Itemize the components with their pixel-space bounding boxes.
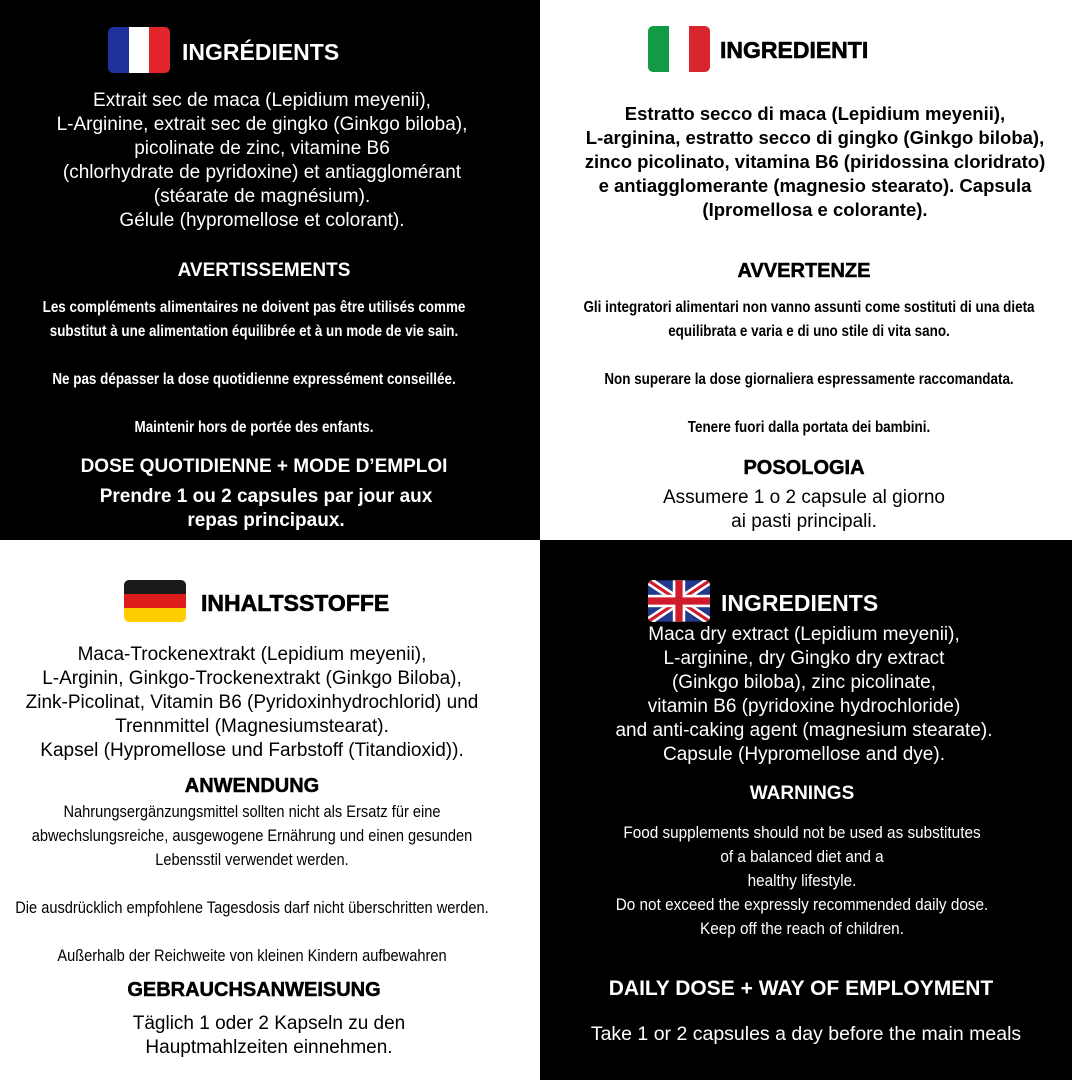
en-warnings: Food supplements should not be used as substitutes of a balanced diet and a healthy lifestyle. Do not exceed the expressly recommended daily dose. Keep off the reach of children.: [615, 823, 989, 938]
en-ingredients: Maca dry extract (Lepidium meyenii), L-arginine, dry Gingko dry extract (Ginkgo biloba), zinc picolinate, vitamin B6 (pyridoxine hydrochloride) and anti-caking agent (magnesium stearate). Capsule (Hypromellose and dye).: [615, 624, 993, 765]
flag-uk-icon: [648, 580, 710, 622]
it-dose-title: POSOLOGIA: [743, 457, 865, 479]
de-warnings: Nahrungsergänzungsmittel sollten nicht als Ersatz für eine abwechslungsreiche, ausgewogene Ernährung und einen gesunden Lebensstil verwendet werden. Die ausdrücklich empfohlene Tagesdosis darf nicht überschritten werden. Außerhalb der Reichweite von kleinen Kindern aufbewahren: [15, 802, 489, 965]
en-dose-title: DAILY DOSE + WAY OF EMPLOYMENT: [608, 977, 994, 1000]
fr-warnings: Les compléments alimentaires ne doivent pas être utilisés comme substitut à une alimentation équilibrée et à un mode de vie sain. Ne pas dépasser la dose quotidienne expressément conseillée. Maintenir hors de portée des enfants.: [42, 299, 466, 436]
de-title: INHALTSSTOFFE: [201, 590, 390, 616]
it-warnings: Gli integratori alimentari non vanno assunti come sostituti di una dieta equilibrata e varia e di uno stile di vita sano. Non superare la dose giornaliera espressamente raccomandata. Tenere fuori dalla portata dei bambini.: [583, 299, 1035, 436]
italian-panel: [540, 0, 1080, 540]
flag-france-icon: [108, 27, 170, 73]
french-panel: [0, 0, 540, 540]
flag-germany-icon: [124, 580, 186, 622]
it-ingredients: Estratto secco di maca (Lepidium meyenii), L-arginina, estratto secco di gingko (Ginkgo biloba), zinco picolinato, vitamina B6 (piridossina cloridrato) e antiagglomerante (magnesio stearato). Capsula (Ipromellosa e colorante).: [584, 103, 1046, 220]
de-ingredients: Maca-Trockenextrakt (Lepidium meyenii), L-Arginin, Ginkgo-Trockenextrakt (Ginkgo Biloba), Zink-Picolinat, Vitamin B6 (Pyridoxinhydrochlorid) und Trennmittel (Magnesiumstearat). Kapsel (Hypromellose und Farbstoff (Titandioxid)).: [25, 644, 479, 761]
fr-dose-title: DOSE QUOTIDIENNE + MODE D’EMPLOI: [80, 456, 448, 477]
english-panel: [540, 540, 1072, 1080]
en-warnings-title: WARNINGS: [749, 783, 855, 804]
de-warnings-title: ANWENDUNG: [184, 775, 320, 797]
de-dose: Täglich 1 oder 2 Kapseln zu den Hauptmahlzeiten einnehmen.: [132, 1013, 406, 1058]
fr-title: INGRÉDIENTS: [182, 39, 340, 65]
german-panel: [0, 540, 540, 1080]
fr-dose: Prendre 1 ou 2 capsules par jour aux repas principaux.: [99, 486, 433, 531]
en-dose: Take 1 or 2 capsules a day before the main meals: [590, 1023, 1022, 1045]
it-title: INGREDIENTI: [720, 37, 869, 63]
de-dose-title: GEBRAUCHSANWEISUNG: [127, 979, 381, 1001]
fr-warnings-title: AVERTISSEMENTS: [177, 260, 351, 281]
en-title: INGREDIENTS: [721, 590, 879, 616]
it-dose: Assumere 1 o 2 capsule al giorno ai pasti principali.: [663, 487, 945, 532]
fr-ingredients: Extrait sec de maca (Lepidium meyenii), L-Arginine, extrait sec de gingko (Ginkgo biloba), picolinate de zinc, vitamine B6 (chlorhydrate de pyridoxine) et antiagglomérant (stéarate de magnésium). Gélule (hypromellose et colorant).: [56, 90, 468, 231]
it-warnings-title: AVVERTENZE: [737, 260, 871, 282]
flag-italy-icon: [648, 26, 710, 72]
